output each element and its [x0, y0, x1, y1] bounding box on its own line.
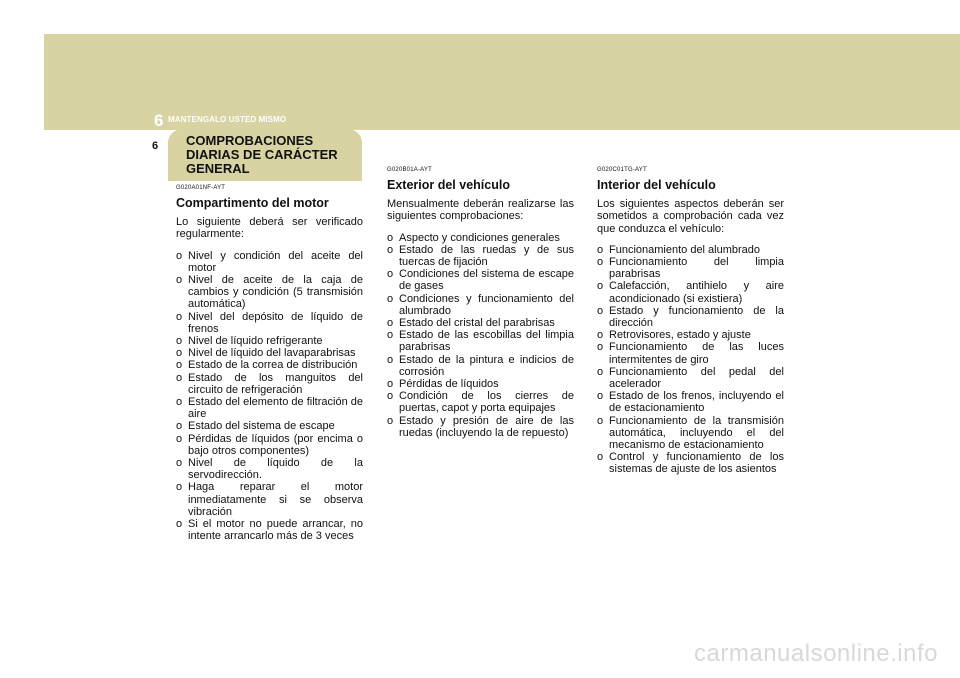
checklist-item: o Funcionamiento del pedal del acelerador [597, 366, 784, 390]
section-intro: Lo siguiente deberá ser verificado regularmente: [176, 216, 363, 241]
column-engine-compartment [176, 182, 363, 542]
column-vehicle-interior [597, 164, 784, 476]
checklist-item: o Estado y funcionamiento de la dirección [597, 305, 784, 329]
checklist [176, 250, 363, 543]
checklist-item: o Estado del cristal del parabrisas [387, 317, 574, 329]
checklist-item: o Funcionamiento de la transmisión automática, incluyendo el del mecanismo de estacionamiento [597, 415, 784, 452]
checklist-item: o Estado y presión de aire de las ruedas (incluyendo la de repuesto) [387, 415, 574, 439]
checklist-item: o Condición de los cierres de puertas, capot y porta equipajes [387, 390, 574, 414]
checklist-item: o Nivel del depósito de líquido de frenos [176, 311, 363, 335]
chapter-number: 6 [154, 111, 164, 130]
checklist-item: o Estado de la correa de distribución [176, 359, 363, 371]
checklist-item: o Estado del sistema de escape [176, 420, 363, 432]
checklist-item: o Estado de los manguitos del circuito de refrigeración [176, 372, 363, 396]
checklist-item: o Si el motor no puede arrancar, no intente arrancarlo más de 3 veces [176, 518, 363, 542]
section-code: G020C01TG-AYT [597, 167, 647, 173]
checklist [597, 244, 784, 476]
checklist-item: o Condiciones del sistema de escape de gases [387, 268, 574, 292]
checklist-item: o Calefacción, antihielo y aire acondicionado (si existiera) [597, 280, 784, 304]
checklist-item: o Nivel y condición del aceite del motor [176, 250, 363, 274]
checklist-item: o Estado de la pintura e indicios de corrosión [387, 354, 574, 378]
section-heading: Compartimento del motor [176, 196, 329, 211]
chapter-title: MANTENGALO USTED MISMO [168, 115, 287, 124]
section-title: COMPROBACIONES DIARIAS DE CARÁCTER GENERAL [186, 133, 338, 176]
section-code: G020B01A-AYT [387, 167, 432, 173]
checklist-item: o Funcionamiento de las luces intermitentes de giro [597, 341, 784, 365]
checklist-item: o Nivel de líquido refrigerante [176, 335, 363, 347]
column-vehicle-exterior [387, 164, 574, 439]
checklist-item: o Estado del elemento de filtración de aire [176, 396, 363, 420]
checklist-item: o Pérdidas de líquidos [387, 378, 574, 390]
checklist-item: o Retrovisores, estado y ajuste [597, 329, 784, 341]
checklist-item: o Aspecto y condiciones generales [387, 232, 574, 244]
checklist-item: o Haga reparar el motor inmediatamente si se observa vibración [176, 481, 363, 518]
checklist-item: o Estado de las ruedas y de sus tuercas de fijación [387, 244, 574, 268]
checklist [387, 232, 574, 439]
section-heading: Exterior del vehículo [387, 178, 510, 193]
page-number: 6 [152, 140, 159, 152]
checklist-item: o Control y funcionamiento de los sistemas de ajuste de los asientos [597, 451, 784, 475]
checklist-item: o Condiciones y funcionamiento del alumbrado [387, 293, 574, 317]
watermark: carmanualsonline.info [694, 640, 938, 667]
checklist-item: o Pérdidas de líquidos (por encima o bajo otros componentes) [176, 433, 363, 457]
checklist-item: o Estado de los frenos, incluyendo el de estacionamiento [597, 390, 784, 414]
section-tab [168, 129, 362, 181]
checklist-item: o Nivel de líquido de la servodirección. [176, 457, 363, 481]
checklist-item: o Funcionamiento del limpia parabrisas [597, 256, 784, 280]
checklist-item: o Funcionamiento del alumbrado [597, 244, 784, 256]
section-heading: Interior del vehículo [597, 178, 716, 193]
checklist-item: o Estado de las escobillas del limpia parabrisas [387, 329, 574, 353]
checklist-item: o Nivel de líquido del lavaparabrisas [176, 347, 363, 359]
section-intro: Los siguientes aspectos deberán ser sometidos a comprobación cada vez que conduzca el vehículo: [597, 198, 784, 235]
section-intro: Mensualmente deberán realizarse las siguientes comprobaciones: [387, 198, 574, 223]
checklist-item: o Nivel de aceite de la caja de cambios y condición (5 transmisión automática) [176, 274, 363, 311]
section-code: G020A01NF-AYT [176, 185, 226, 191]
